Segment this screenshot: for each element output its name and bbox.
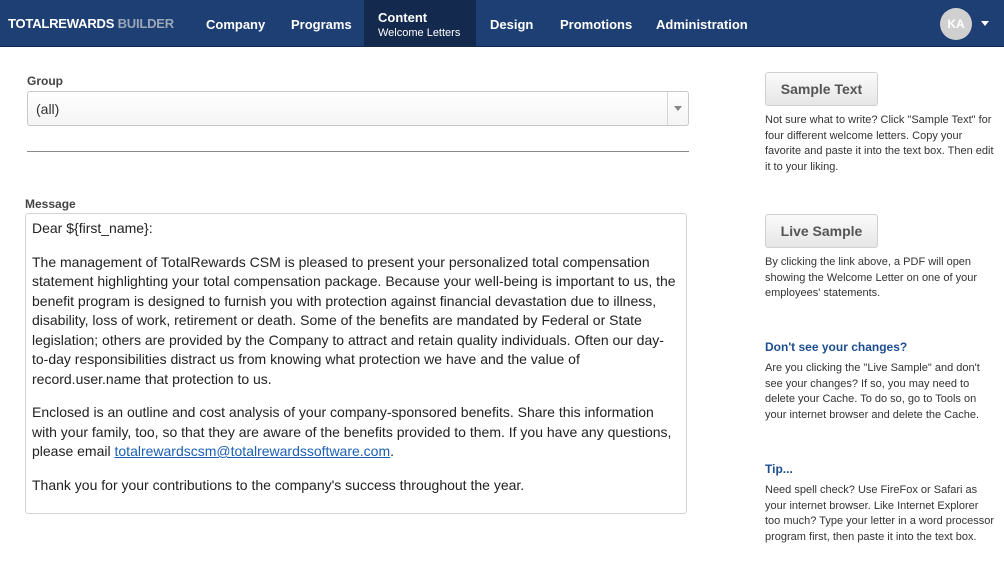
nav-content-sublabel: Welcome Letters [378,27,461,39]
brand-secondary: BUILDER [117,16,174,31]
message-paragraph-1: The management of TotalRewards CSM is pleased to present your personalized total compensation statement highlighting your total compensation package. Because your well-being is important to us, the benefit program is designed to furnish you with protection against financial devastation due to illness, disability, loss of work, retirement or death. Some of the benefits are mandated by Federal or State legislation; others are provided by the Company to attract and retain quality individuals. Often our day-to-day responsibilities distract us from knowing what protection we have and the value of record.user.name that protection to us. [32,253,676,387]
nav-promotions-label: Promotions [560,17,633,32]
nav-programs-label: Programs [291,17,352,32]
nav-company-label: Company [206,17,266,32]
nav-promotions[interactable] [546,0,642,47]
live-sample-help: By clicking the link above, a PDF will open showing the Welcome Letter on one of your employees' statements. [765,256,977,299]
message-paragraph-2-end: . [390,443,395,459]
group-select-value: (all) [36,101,60,117]
chevron-down-icon[interactable] [981,21,989,26]
group-label: Group [27,74,63,88]
nav-content[interactable] [364,0,476,47]
group-select[interactable] [27,91,689,126]
group-select-toggle[interactable] [667,92,688,125]
nav-content-label: Content [378,10,428,25]
live-sample-button[interactable]: Live Sample [765,214,878,248]
message-closing: Thank you for your contributions to the company's success throughout the year. [32,476,525,493]
nav-design-label: Design [490,17,534,32]
tip-help: Need spell check? Use FireFox or Safari as your internet browser. Like Internet Explorer too much? Type your letter in a word processor program first, then paste it into the text box. [765,484,995,543]
chevron-down-icon [674,106,682,111]
tip-heading: Tip... [765,462,793,476]
message-editor[interactable] [25,213,687,514]
nav-programs[interactable] [276,0,364,47]
top-navbar [0,0,1004,47]
sample-text-button[interactable]: Sample Text [765,72,878,106]
message-label: Message [25,197,76,211]
changes-heading: Don't see your changes? [765,340,908,354]
brand-primary: TOTALREWARDS [8,16,115,31]
nav-administration-label: Administration [656,17,748,32]
email-link[interactable]: totalrewardscsm@totalrewardssoftware.com [114,443,391,459]
nav-design[interactable] [476,0,546,47]
message-paragraph-2-text: Enclosed is an outline and cost analysis of your company-sponsored benefits. Share this information with your family, too, so that they are aware of the benefits provided to them. If you have any questions, please email [32,404,672,459]
user-avatar[interactable]: KA [940,8,972,40]
nav-company[interactable] [192,0,276,47]
section-divider [27,151,689,152]
message-greeting: Dear ${first_name}: [32,220,153,236]
nav-administration[interactable] [642,0,758,47]
brand-logo[interactable] [8,16,174,31]
changes-help: Are you clicking the "Live Sample" and don't see your changes? If so, you may need to delete your Cache. To do so, go to Tools on your internet browser and delete the Cache. [765,362,980,421]
message-paragraph-2 [32,403,680,462]
sample-text-help: Not sure what to write? Click "Sample Text" for four different welcome letters. Copy your favorite and paste it into the text box. Then edit it to your liking. [765,114,994,173]
